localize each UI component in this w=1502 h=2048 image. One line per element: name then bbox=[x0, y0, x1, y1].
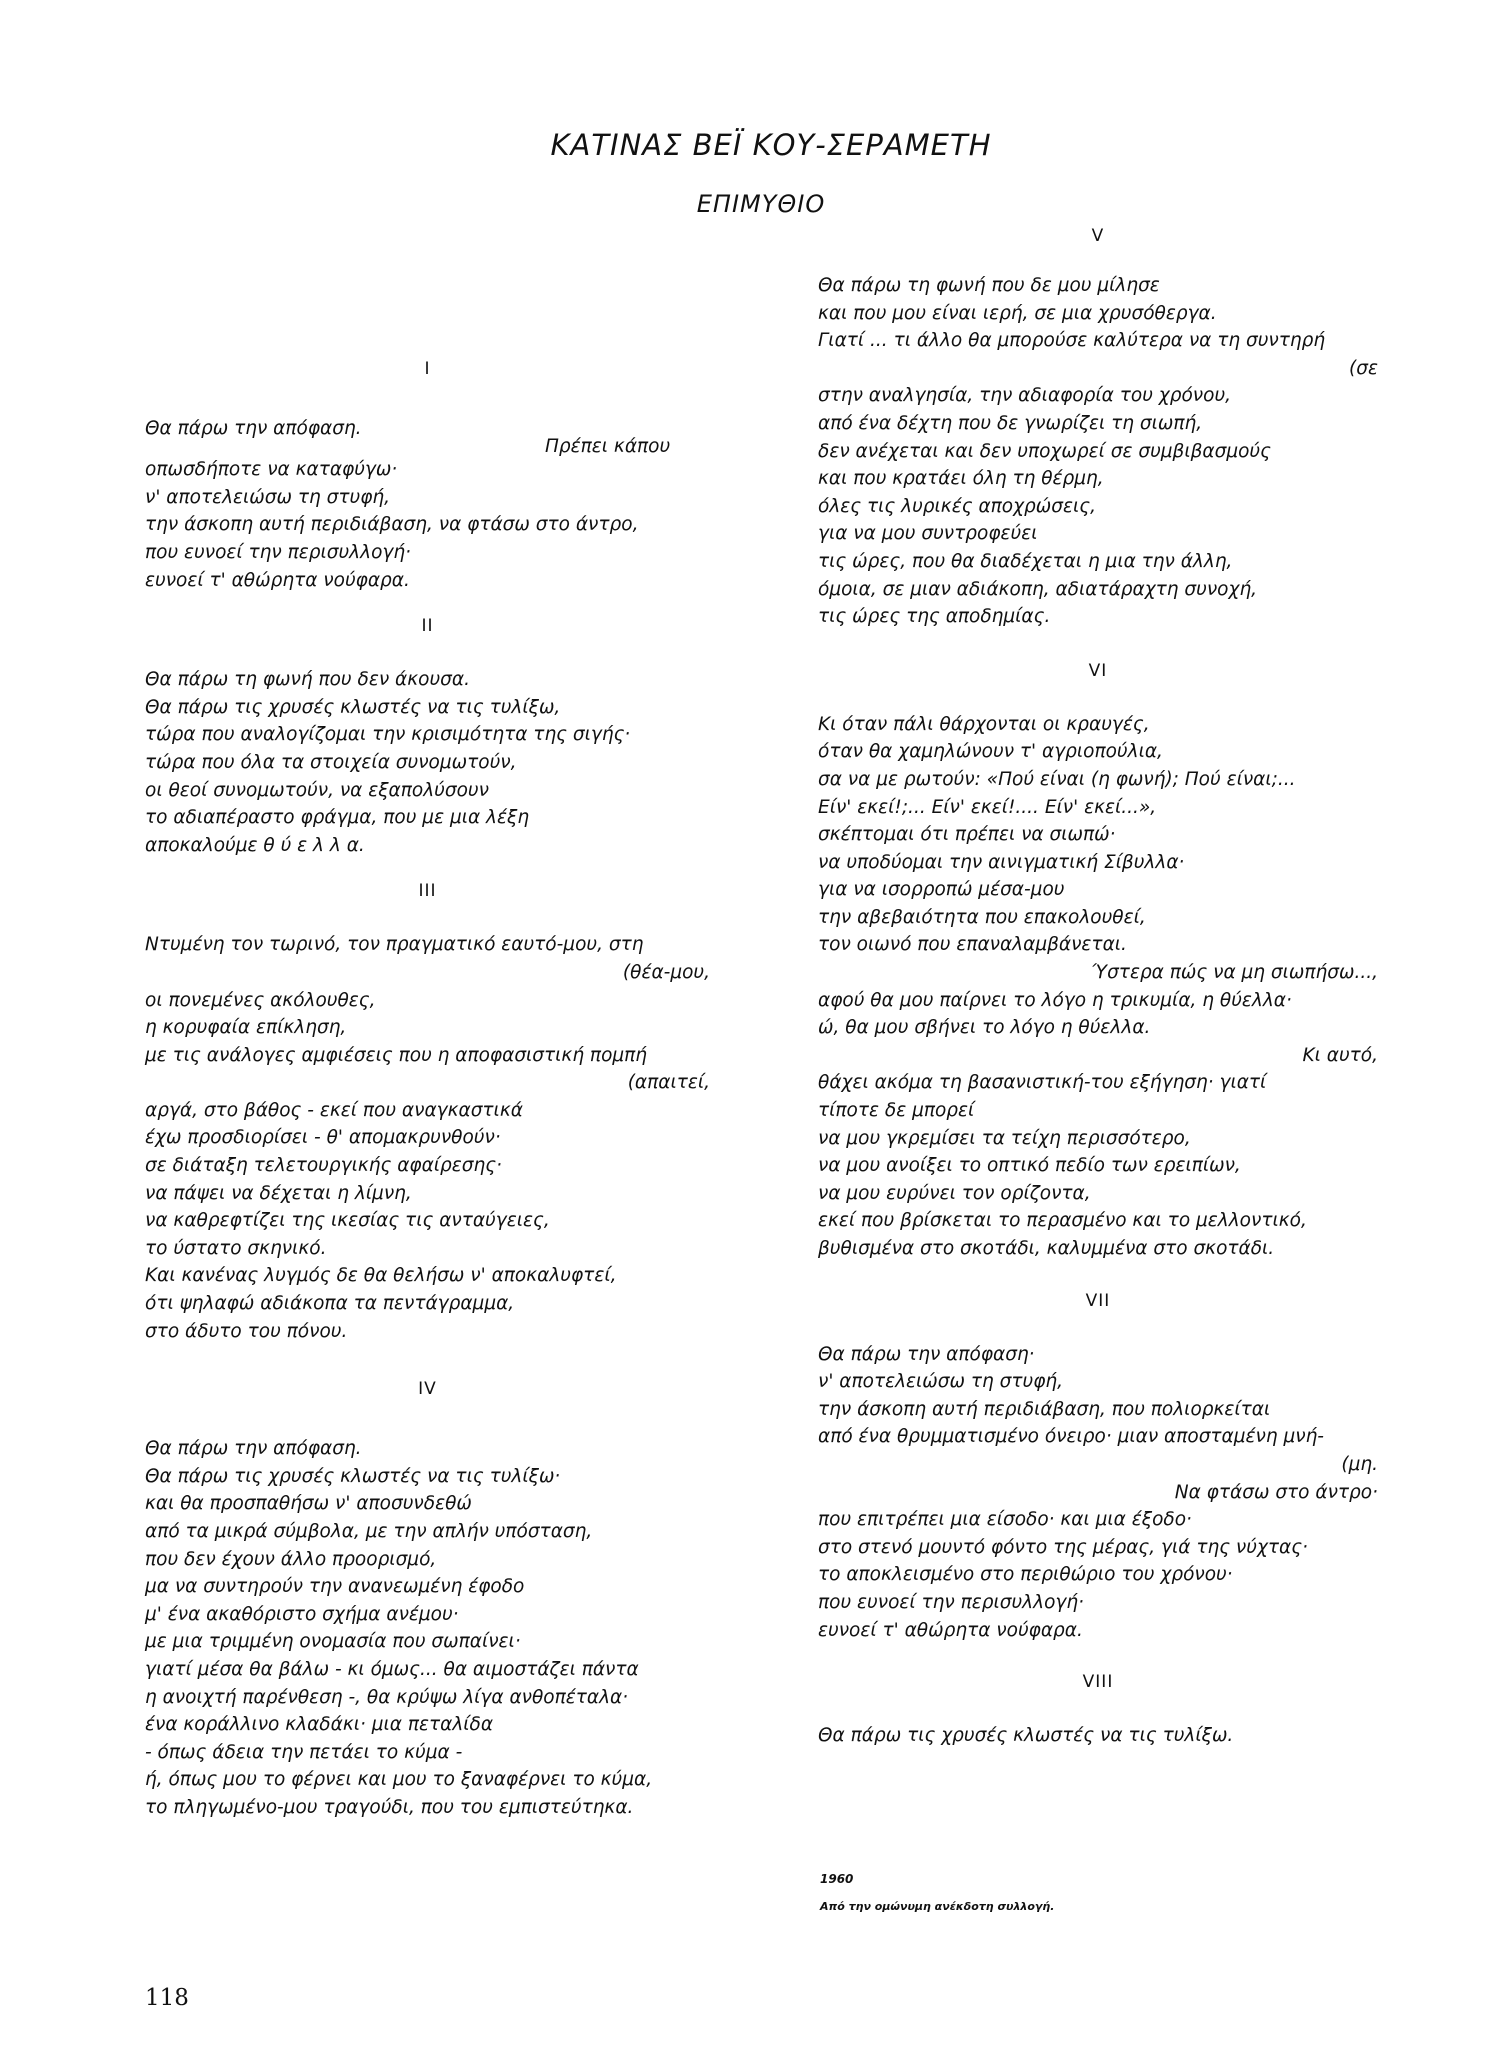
verse-line: να πάψει να δέχεται η λίμνη, bbox=[145, 1182, 412, 1204]
section-number: III bbox=[418, 881, 437, 902]
poem-year: 1960 bbox=[820, 1872, 854, 1886]
verse-line: που ευνοεί την περισυλλογή· bbox=[145, 541, 411, 563]
verse-line: τις ώρες της αποδημίας. bbox=[818, 606, 1051, 628]
verse-line: την αβεβαιότητα που επακολουθεί, bbox=[818, 906, 1146, 928]
verse-line: να μου γκρεμίσει τα τείχη περισσότερο, bbox=[818, 1127, 1191, 1149]
verse-line: Θα πάρω την απόφαση. bbox=[145, 1438, 362, 1460]
verse-line: μα να συντηρούν την ανανεωμένη έφοδο bbox=[145, 1576, 525, 1598]
verse-line: στο άδυτο του πόνου. bbox=[145, 1320, 348, 1342]
verse-line: αποκαλούμε θ ύ ε λ λ α. bbox=[145, 834, 365, 856]
verse-line: και θα προσπαθήσω ν' αποσυνδεθώ bbox=[145, 1493, 472, 1515]
verse-line: Κι όταν πάλι θάρχονται οι κραυγές, bbox=[818, 713, 1150, 735]
section-3 bbox=[145, 877, 710, 1345]
poem-title: ΕΠΙΜΥΘΙΟ bbox=[696, 190, 826, 218]
page-number: 118 bbox=[145, 1985, 189, 2011]
verse-line: να μου ευρύνει τον ορίζοντα, bbox=[818, 1182, 1091, 1204]
verse-line: το αποκλεισμένο στο περιθώριο του χρόνου· bbox=[818, 1564, 1233, 1586]
verse-line: Κι αυτό, bbox=[1302, 1044, 1378, 1066]
verse-line: όταν θα χαμηλώνουν τ' αγριοπούλια, bbox=[818, 741, 1163, 763]
section-8 bbox=[818, 1668, 1378, 1750]
verse-line: (απαιτεί, bbox=[627, 1072, 710, 1094]
verse-line: Είν' εκεί!;... Είν' εκεί!.... Είν' εκεί...», bbox=[818, 796, 1157, 818]
verse-line: το πληγωμένο-μου τραγούδι, που του εμπιστεύτηκα. bbox=[145, 1796, 634, 1818]
verse-line: ν' αποτελειώσω τη στυφή, bbox=[818, 1371, 1064, 1393]
verse-line: με μια τριμμένη ονομασία που σωπαίνει· bbox=[145, 1631, 521, 1653]
verse-line: και που μου είναι ιερή, σε μια χρυσόθεργα. bbox=[818, 302, 1217, 324]
verse-line: δεν ανέχεται και δεν υποχωρεί σε συμβιβασμούς bbox=[818, 440, 1271, 462]
verse-line: που δεν έχουν άλλο προορισμό, bbox=[145, 1548, 437, 1570]
verse-line: οι θεοί συνομωτούν, να εξαπολύσουν bbox=[145, 779, 489, 801]
verse-line: Γιατί ... τι άλλο θα μπορούσε καλύτερα να τη συντηρή bbox=[818, 330, 1326, 352]
verse-line: θάχει ακόμα τη βασανιστική-του εξήγηση· γιατί bbox=[818, 1072, 1267, 1094]
section-7 bbox=[818, 1287, 1378, 1645]
verse-line: Και κανένας λυγμός δε θα θελήσω ν' αποκαλυφτεί, bbox=[145, 1265, 617, 1287]
section-4 bbox=[145, 1375, 710, 1821]
verse-line: Ντυμένη τον τωρινό, τον πραγματικό εαυτό-μου, στη bbox=[145, 934, 644, 956]
verse-line: αφού θα μου παίρνει το λόγο η τρικυμία, η θύελλα· bbox=[818, 989, 1292, 1011]
verse-line: - όπως άδεια την πετάει το κύμα - bbox=[145, 1741, 463, 1763]
verse-line: με τις ανάλογες αμφιέσεις που η αποφασιστική πομπή bbox=[145, 1044, 648, 1066]
verse-line: σα να με ρωτούν: «Πού είναι (η φωνή); Πού είναι;... bbox=[818, 768, 1296, 790]
verse-line: εκεί που βρίσκεται το περασμένο και το μελλοντικό, bbox=[818, 1210, 1307, 1232]
verse-line: έχω προσδιορίσει - θ' απομακρυνθούν· bbox=[145, 1127, 501, 1149]
verse-line: στο στενό μουντό φόντο της μέρας, γιά της νύχτας· bbox=[818, 1536, 1308, 1558]
verse-line: να υποδύομαι την αινιγματική Σίβυλλα· bbox=[818, 851, 1185, 873]
verse-line: η κορυφαία επίκληση, bbox=[145, 1017, 347, 1039]
verse-line: η ανοιχτή παρένθεση -, θα κρύψω λίγα ανθοπέταλα· bbox=[145, 1686, 629, 1708]
verse-line: την άσκοπη αυτή περιδιάβαση, που πολιορκείται bbox=[818, 1398, 1271, 1420]
section-number: V bbox=[1091, 226, 1105, 246]
verse-line: και που κρατάει όλη τη θέρμη, bbox=[818, 468, 1104, 490]
section-number: IV bbox=[418, 1379, 437, 1400]
verse-line: τώρα που αναλογίζομαι την κρισιμότητα της σιγής· bbox=[145, 724, 631, 746]
verse-line: στην αναλγησία, την αδιαφορία του χρόνου, bbox=[818, 385, 1232, 407]
verse-line: όλες τις λυρικές αποχρώσεις, bbox=[818, 495, 1096, 517]
verse-line: Θα πάρω την απόφαση· bbox=[818, 1343, 1035, 1365]
verse-line: οι πονεμένες ακόλουθες, bbox=[145, 989, 376, 1011]
verse-line: ένα κοράλλινο κλαδάκι· μια πεταλίδα bbox=[145, 1714, 494, 1736]
section-1 bbox=[145, 355, 710, 594]
verse-line: ή, όπως μου το φέρνει και μου το ξαναφέρνει το κύμα, bbox=[145, 1769, 653, 1791]
section-number: VIII bbox=[1082, 1672, 1114, 1693]
verse-line: ώ, θα μου σβήνει το λόγο η θύελλα. bbox=[818, 1017, 1151, 1039]
verse-line: (θέα-μου, bbox=[622, 961, 710, 983]
verse-line: (μη. bbox=[1341, 1453, 1378, 1475]
verse-line: το αδιαπέραστο φράγμα, που με μια λέξη bbox=[145, 807, 530, 829]
verse-line: Θα πάρω την απόφαση. bbox=[145, 418, 362, 439]
verse-line: (σε bbox=[1349, 357, 1378, 379]
verse-line: ότι ψηλαφώ αδιάκοπα τα πεντάγραμμα, bbox=[145, 1293, 515, 1315]
verse-line: την άσκοπη αυτή περιδιάβαση, να φτάσω στο άντρο, bbox=[145, 514, 639, 536]
verse-line: αργά, στο βάθος - εκεί που αναγκαστικά bbox=[145, 1099, 523, 1121]
left-column bbox=[145, 355, 710, 1822]
verse-line: τώρα που όλα τα στοιχεία συνομωτούν, bbox=[145, 751, 517, 773]
verse-line: για να μου συντροφεύει bbox=[818, 523, 1038, 545]
verse-line: να καθρεφτίζει της ικεσίας τις ανταύγειες, bbox=[145, 1210, 550, 1232]
verse-line: Θα πάρω τις χρυσές κλωστές να τις τυλίξω, bbox=[145, 696, 561, 718]
section-number: II bbox=[421, 616, 434, 637]
verse-line: ευνοεί τ' αθώρητα νούφαρα. bbox=[818, 1619, 1083, 1641]
verse-line: σε διάταξη τελετουργικής αφαίρεσης· bbox=[145, 1155, 502, 1177]
verse-line: από ένα θρυμματισμένο όνειρο· μιαν αποσταμένη μνή- bbox=[818, 1426, 1324, 1448]
verse-line: τίποτε δε μπορεί bbox=[818, 1100, 975, 1122]
section-2 bbox=[145, 612, 710, 859]
verse-line: γιατί μέσα θα βάλω - κι όμως... θα αιμοστάζει πάντα bbox=[145, 1658, 639, 1680]
verse-line: μ' ένα ακαθόριστο σχήμα ανέμου· bbox=[145, 1603, 459, 1625]
verse-line: τον οιωνό που επαναλαμβάνεται. bbox=[818, 934, 1127, 956]
verse-line: βυθισμένα στο σκοτάδι, καλυμμένα στο σκοτάδι. bbox=[818, 1238, 1275, 1259]
verse-line: οπωσδήποτε να καταφύγω· bbox=[145, 459, 398, 481]
verse-line: Θα πάρω τις χρυσές κλωστές να τις τυλίξω· bbox=[145, 1465, 561, 1487]
section-number: VI bbox=[1088, 660, 1108, 681]
verse-line: Να φτάσω στο άντρο· bbox=[1174, 1481, 1378, 1503]
verse-line: το ύστατο σκηνικό. bbox=[145, 1237, 327, 1259]
verse-line: για να ισορροπώ μέσα-μου bbox=[818, 879, 1065, 901]
verse-line: ν' αποτελειώσω τη στυφή, bbox=[145, 486, 391, 508]
section-6 bbox=[818, 657, 1378, 1263]
verse-line: Θα πάρω τη φωνή που δεν άκουσα. bbox=[145, 669, 470, 691]
verse-line: Ύστερα πώς να μη σιωπήσω..., bbox=[1091, 962, 1378, 984]
section-number: I bbox=[424, 359, 431, 379]
verse-line: να μου ανοίξει το οπτικό πεδίο των ερειπίων, bbox=[818, 1155, 1241, 1177]
poem-author-title: ΚΑΤΙΝΑΣ ΒΕΪ ΚΟΥ-ΣΕΡΑΜΕΤΗ bbox=[550, 128, 992, 162]
verse-line: όμοια, σε μιαν αδιάκοπη, αδιατάραχτη συνοχή, bbox=[818, 578, 1258, 600]
verse-line: που ευνοεί την περισυλλογή· bbox=[818, 1591, 1084, 1613]
verse-line: που επιτρέπει μια είσοδο· και μια έξοδο· bbox=[818, 1509, 1192, 1531]
source-note: Από την ομώνυμη ανέκδοτη συλλογή. bbox=[820, 1900, 1055, 1913]
section-5 bbox=[818, 222, 1378, 631]
verse-line: ευνοεί τ' αθώρητα νούφαρα. bbox=[145, 569, 410, 591]
verse-line: από ένα δέχτη που δε γνωρίζει τη σιωπή, bbox=[818, 412, 1203, 434]
section-number: VII bbox=[1085, 1290, 1111, 1311]
verse-line: Θα πάρω τη φωνή που δε μου μίλησε bbox=[818, 275, 1160, 296]
verse-line: Πρέπει κάπου bbox=[545, 435, 671, 457]
verse-line: Θα πάρω τις χρυσές κλωστές να τις τυλίξω. bbox=[818, 1725, 1234, 1747]
right-column bbox=[818, 222, 1378, 1750]
verse-line: από τα μικρά σύμβολα, με την απλήν υπόσταση, bbox=[145, 1521, 593, 1542]
verse-line: τις ώρες, που θα διαδέχεται η μια την άλλη, bbox=[818, 550, 1233, 572]
verse-line: σκέπτομαι ότι πρέπει να σιωπώ· bbox=[818, 824, 1116, 846]
